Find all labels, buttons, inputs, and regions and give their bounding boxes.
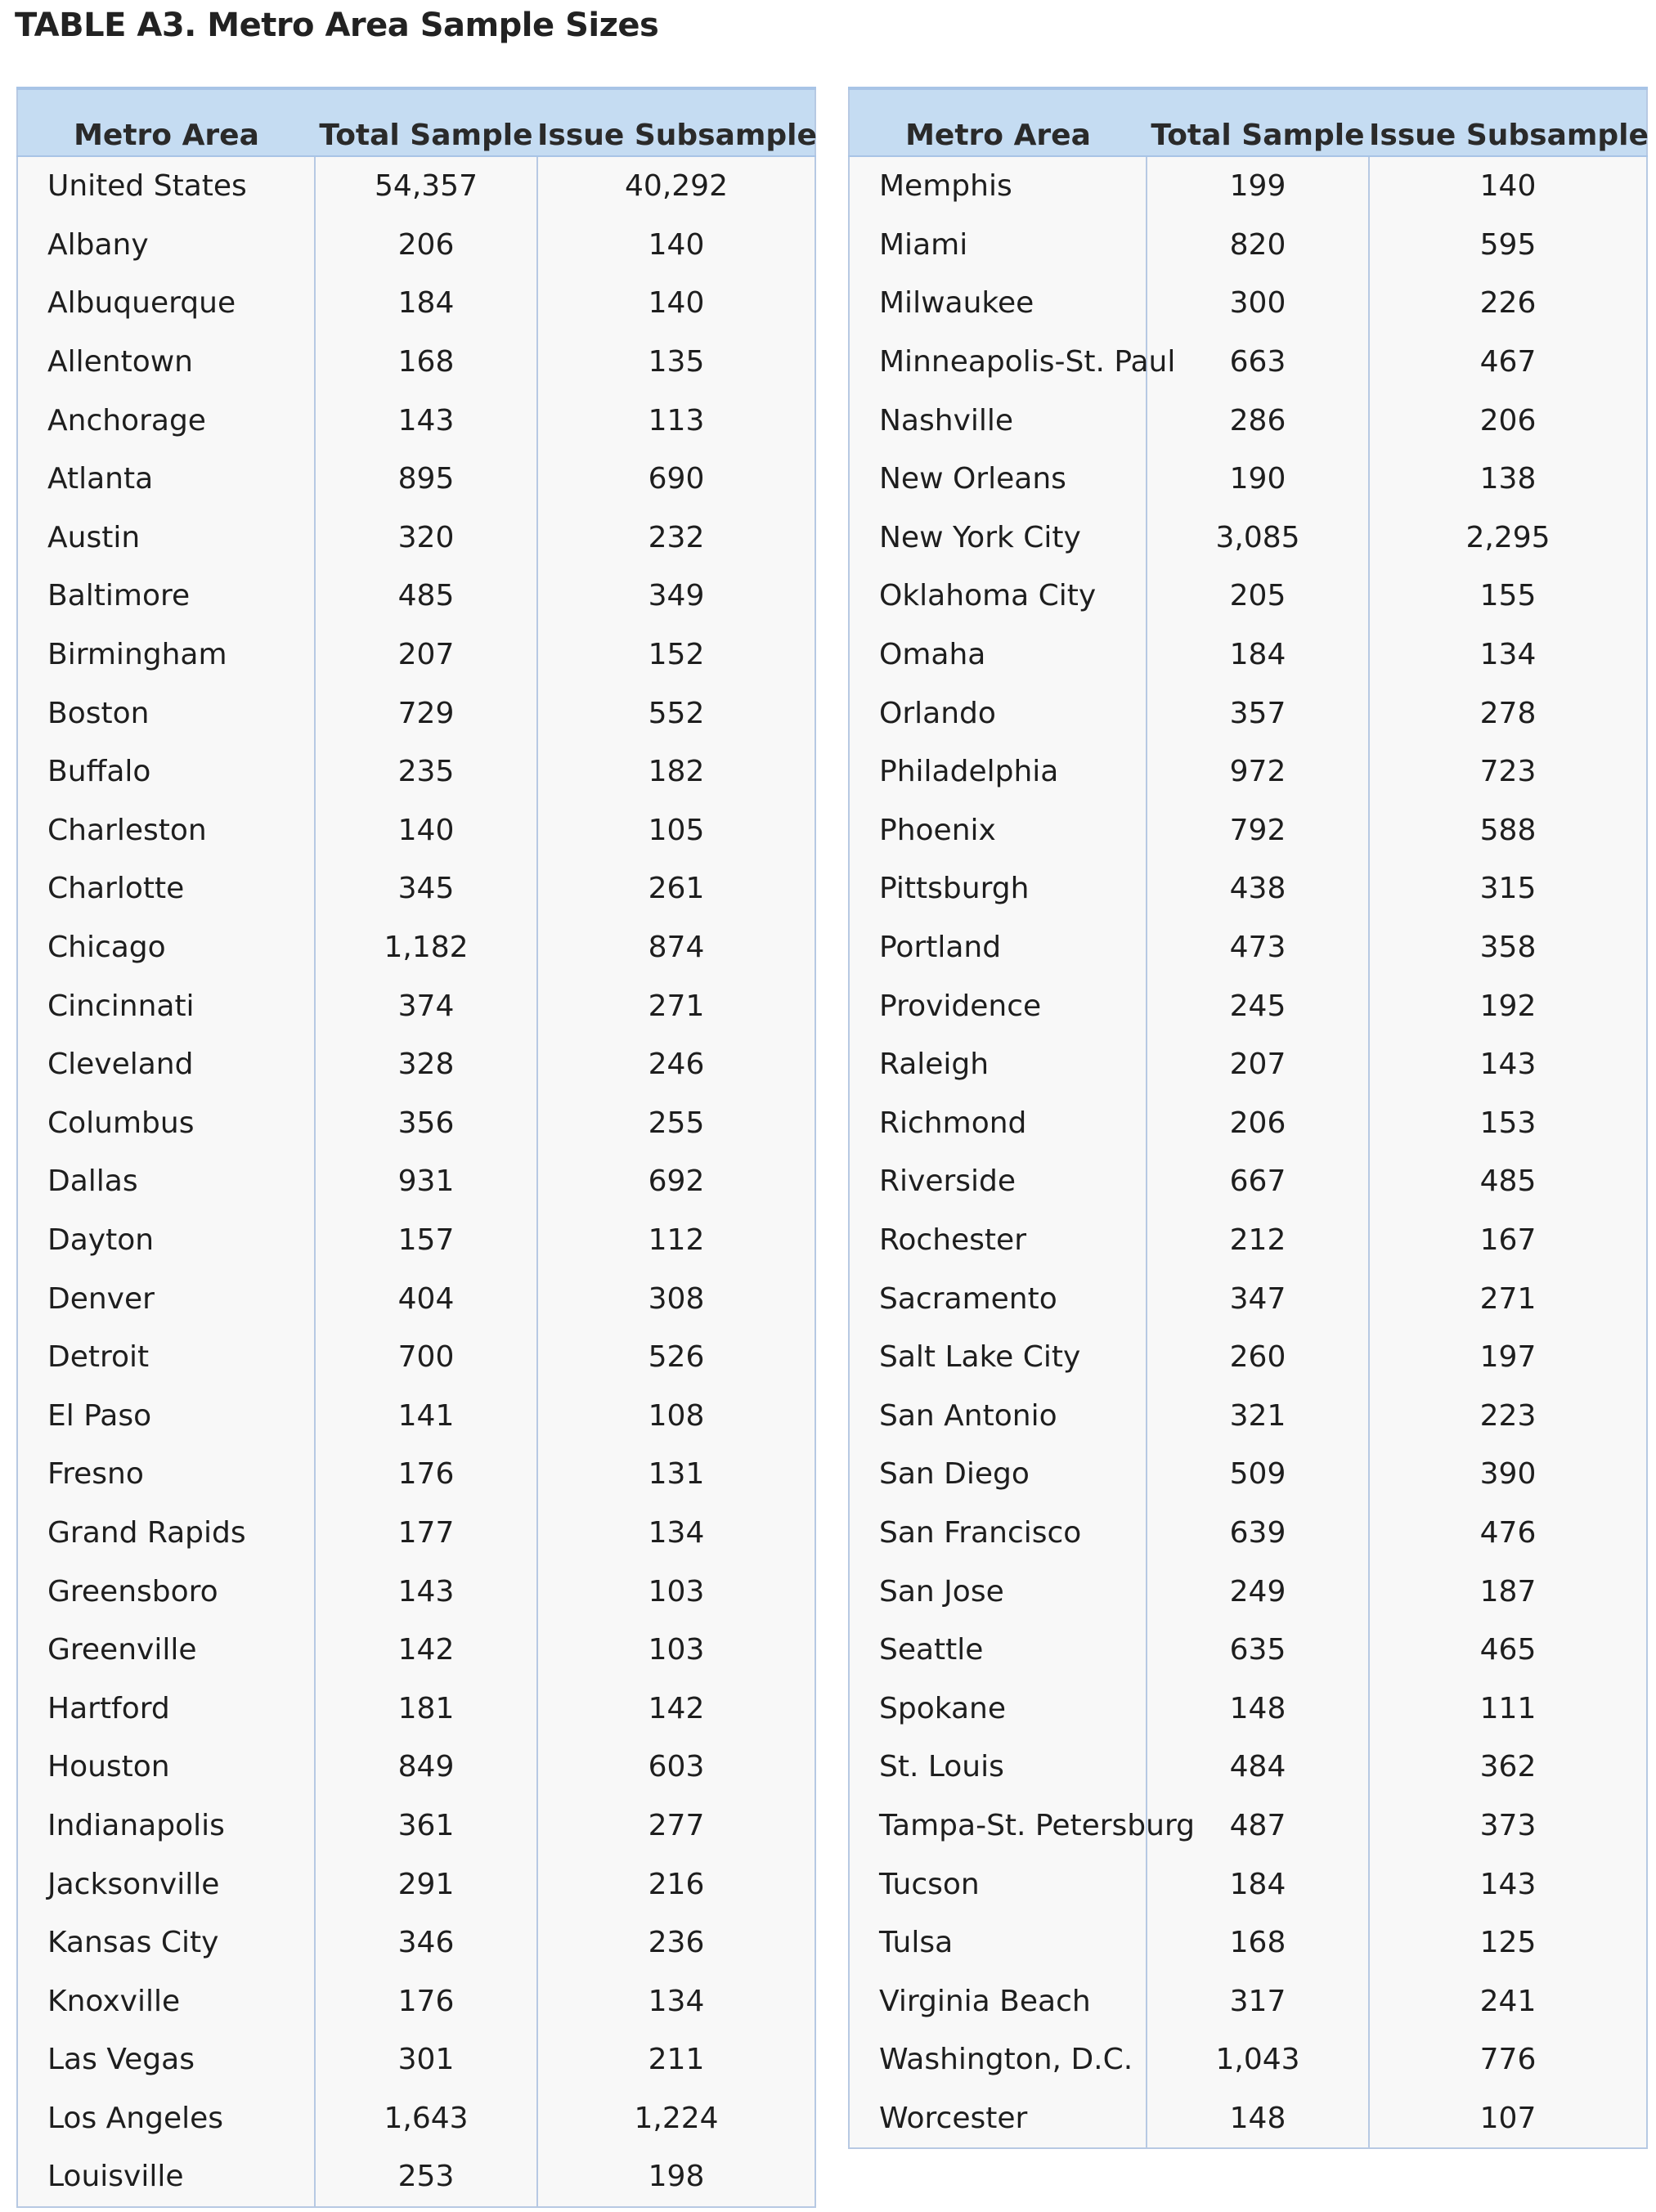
total-sample-cell: 206: [315, 216, 537, 275]
issue-subsample-cell: 278: [1369, 684, 1647, 743]
issue-subsample-cell: 1,224: [537, 2089, 815, 2148]
table-row: [17, 156, 815, 216]
table-row: [849, 1855, 1647, 1914]
issue-subsample-cell: 138: [1369, 450, 1647, 509]
issue-subsample-cell: 226: [1369, 274, 1647, 333]
issue-subsample-cell: 261: [537, 859, 815, 918]
issue-subsample-cell: 140: [537, 216, 815, 275]
table-row: [849, 626, 1647, 684]
metro-area-cell: Los Angeles: [47, 2101, 223, 2135]
total-sample-cell: 253: [315, 2147, 537, 2207]
issue-subsample-cell: 776: [1369, 2030, 1647, 2089]
total-sample-cell: 972: [1147, 743, 1369, 801]
metro-area-cell: United States: [47, 169, 247, 204]
total-sample-cell: 1,643: [315, 2089, 537, 2148]
issue-subsample-cell: 152: [537, 626, 815, 684]
total-sample-cell: 473: [1147, 918, 1369, 977]
issue-subsample-cell: 223: [1369, 1386, 1647, 1445]
table-row: [17, 509, 815, 568]
issue-subsample-cell: 2,295: [1369, 509, 1647, 568]
total-sample-cell: 374: [315, 976, 537, 1035]
table-row: [849, 1269, 1647, 1328]
total-sample-cell: 404: [315, 1269, 537, 1328]
issue-subsample-cell: 125: [1369, 1914, 1647, 1972]
table-row: [849, 976, 1647, 1035]
total-sample-cell: 168: [315, 333, 537, 392]
metro-area-cell: Louisville: [47, 2160, 184, 2194]
table-row: [849, 216, 1647, 275]
table-row: [849, 801, 1647, 860]
metro-area-cell: Baltimore: [47, 579, 191, 613]
table-left-body: [17, 156, 815, 2207]
issue-subsample-cell: 113: [537, 391, 815, 450]
metro-area-cell: Spokane: [879, 1691, 1006, 1725]
metro-area-cell: Sacramento: [879, 1281, 1057, 1316]
issue-subsample-cell: 167: [1369, 1211, 1647, 1270]
issue-subsample-cell: 723: [1369, 743, 1647, 801]
metro-area-cell: Allentown: [47, 345, 193, 379]
total-sample-cell: 438: [1147, 859, 1369, 918]
table-row: [17, 1562, 815, 1621]
table-row: [849, 333, 1647, 392]
table-row: [849, 567, 1647, 626]
issue-subsample-cell: 211: [537, 2030, 815, 2089]
issue-subsample-cell: 476: [1369, 1504, 1647, 1563]
total-sample-cell: 301: [315, 2030, 537, 2089]
total-sample-cell: 260: [1147, 1328, 1369, 1387]
metro-area-cell: Greensboro: [47, 1574, 218, 1609]
metro-area-cell: Charleston: [47, 813, 207, 847]
metro-area-cell: New Orleans: [879, 462, 1066, 496]
header-metro-area: Metro Area: [849, 88, 1147, 156]
metro-area-cell: Worcester: [879, 2101, 1028, 2135]
metro-area-cell: New York City: [879, 520, 1081, 554]
metro-area-cell: Tucson: [879, 1867, 980, 1901]
issue-subsample-cell: 198: [537, 2147, 815, 2207]
metro-area-cell: Columbus: [47, 1106, 195, 1140]
metro-area-cell: Milwaukee: [879, 286, 1034, 321]
total-sample-cell: 245: [1147, 976, 1369, 1035]
issue-subsample-cell: 690: [537, 450, 815, 509]
table-row: [849, 1035, 1647, 1094]
table-row: [17, 216, 815, 275]
total-sample-cell: 357: [1147, 684, 1369, 743]
table-row: [17, 567, 815, 626]
table-row: [849, 684, 1647, 743]
issue-subsample-cell: 142: [537, 1679, 815, 1738]
table-row: [849, 1797, 1647, 1855]
table-row: [849, 274, 1647, 333]
table-row: [17, 976, 815, 1035]
metro-area-cell: Jacksonville: [47, 1867, 220, 1901]
total-sample-cell: 820: [1147, 216, 1369, 275]
table-row: [849, 1972, 1647, 2030]
issue-subsample-cell: 308: [537, 1269, 815, 1328]
metro-area-cell: San Antonio: [879, 1398, 1057, 1433]
table-row: [17, 2147, 815, 2207]
metro-area-cell: Dallas: [47, 1164, 138, 1199]
issue-subsample-cell: 153: [1369, 1094, 1647, 1153]
issue-subsample-cell: 358: [1369, 918, 1647, 977]
table-row: [849, 2089, 1647, 2149]
total-sample-cell: 206: [1147, 1094, 1369, 1153]
table-row: [17, 1035, 815, 1094]
issue-subsample-cell: 349: [537, 567, 815, 626]
table-row: [17, 2089, 815, 2148]
metro-area-cell: Rochester: [879, 1223, 1026, 1257]
metro-area-cell: Birmingham: [47, 638, 227, 672]
total-sample-cell: 792: [1147, 801, 1369, 860]
total-sample-cell: 207: [1147, 1035, 1369, 1094]
total-sample-cell: 667: [1147, 1152, 1369, 1211]
metro-area-cell: Chicago: [47, 931, 166, 965]
total-sample-cell: 54,357: [315, 156, 537, 216]
issue-subsample-cell: 107: [1369, 2089, 1647, 2149]
issue-subsample-cell: 140: [537, 274, 815, 333]
total-sample-cell: 141: [315, 1386, 537, 1445]
total-sample-cell: 235: [315, 743, 537, 801]
table-row: [17, 2030, 815, 2089]
metro-area-cell: Cleveland: [47, 1048, 194, 1082]
total-sample-cell: 168: [1147, 1914, 1369, 1972]
table-row: [849, 156, 1647, 216]
table-row: [17, 1328, 815, 1387]
table-row: [17, 684, 815, 743]
issue-subsample-cell: 277: [537, 1797, 815, 1855]
total-sample-cell: 143: [315, 391, 537, 450]
metro-area-cell: Richmond: [879, 1106, 1027, 1140]
metro-area-cell: Austin: [47, 520, 141, 554]
issue-subsample-cell: 692: [537, 1152, 815, 1211]
issue-subsample-cell: 103: [537, 1562, 815, 1621]
table-row: [849, 1914, 1647, 1972]
table-title: TABLE A3. Metro Area Sample Sizes: [15, 7, 659, 44]
metro-area-cell: Dayton: [47, 1223, 155, 1257]
issue-subsample-cell: 241: [1369, 1972, 1647, 2030]
metro-area-cell: Miami: [879, 227, 968, 262]
total-sample-cell: 181: [315, 1679, 537, 1738]
issue-subsample-cell: 232: [537, 509, 815, 568]
total-sample-cell: 212: [1147, 1211, 1369, 1270]
issue-subsample-cell: 271: [537, 976, 815, 1035]
metro-area-cell: San Francisco: [879, 1515, 1082, 1550]
issue-subsample-cell: 182: [537, 743, 815, 801]
issue-subsample-cell: 192: [1369, 976, 1647, 1035]
table-right: [848, 87, 1648, 2149]
issue-subsample-cell: 135: [537, 333, 815, 392]
metro-area-cell: Tulsa: [879, 1926, 954, 1960]
table-row: [849, 1152, 1647, 1211]
issue-subsample-cell: 216: [537, 1855, 815, 1914]
issue-subsample-cell: 588: [1369, 801, 1647, 860]
total-sample-cell: 300: [1147, 274, 1369, 333]
issue-subsample-cell: 197: [1369, 1328, 1647, 1387]
total-sample-cell: 361: [315, 1797, 537, 1855]
total-sample-cell: 635: [1147, 1621, 1369, 1680]
total-sample-cell: 346: [315, 1914, 537, 1972]
total-sample-cell: 317: [1147, 1972, 1369, 2030]
total-sample-cell: 286: [1147, 391, 1369, 450]
table-row: [849, 1386, 1647, 1445]
issue-subsample-cell: 111: [1369, 1679, 1647, 1738]
total-sample-cell: 345: [315, 859, 537, 918]
issue-subsample-cell: 552: [537, 684, 815, 743]
issue-subsample-cell: 603: [537, 1738, 815, 1797]
metro-area-cell: Albany: [47, 227, 149, 262]
issue-subsample-cell: 131: [537, 1445, 815, 1504]
metro-area-cell: Greenville: [47, 1633, 197, 1667]
issue-subsample-cell: 271: [1369, 1269, 1647, 1328]
table-row: [17, 1445, 815, 1504]
header-issue-subsample: Issue Subsample: [537, 88, 815, 156]
issue-subsample-cell: 105: [537, 801, 815, 860]
table-row: [849, 450, 1647, 509]
issue-subsample-cell: 362: [1369, 1738, 1647, 1797]
total-sample-cell: 484: [1147, 1738, 1369, 1797]
total-sample-cell: 849: [315, 1738, 537, 1797]
total-sample-cell: 3,085: [1147, 509, 1369, 568]
issue-subsample-cell: 465: [1369, 1621, 1647, 1680]
table-row: [17, 1094, 815, 1153]
header-row: [849, 88, 1647, 156]
total-sample-cell: 320: [315, 509, 537, 568]
total-sample-cell: 199: [1147, 156, 1369, 216]
issue-subsample-cell: 874: [537, 918, 815, 977]
metro-area-cell: Tampa-St. Petersburg: [879, 1808, 1195, 1842]
issue-subsample-cell: 373: [1369, 1797, 1647, 1855]
metro-area-cell: Riverside: [879, 1164, 1016, 1199]
total-sample-cell: 321: [1147, 1386, 1369, 1445]
total-sample-cell: 895: [315, 450, 537, 509]
issue-subsample-cell: 485: [1369, 1152, 1647, 1211]
table-row: [849, 1738, 1647, 1797]
header-total-sample: Total Sample: [1147, 88, 1369, 156]
table-row: [17, 391, 815, 450]
table-right-body: [849, 156, 1647, 2148]
issue-subsample-cell: 187: [1369, 1562, 1647, 1621]
metro-area-cell: San Jose: [879, 1574, 1004, 1609]
table-row: [849, 1094, 1647, 1153]
total-sample-cell: 207: [315, 626, 537, 684]
table-row: [17, 1211, 815, 1270]
metro-area-cell: El Paso: [47, 1398, 152, 1433]
metro-area-cell: Salt Lake City: [879, 1340, 1081, 1375]
header-total-sample: Total Sample: [315, 88, 537, 156]
metro-area-cell: Denver: [47, 1281, 155, 1316]
table-left: [16, 87, 816, 2208]
issue-subsample-cell: 315: [1369, 859, 1647, 918]
total-sample-cell: 184: [1147, 626, 1369, 684]
metro-area-cell: Oklahoma City: [879, 579, 1097, 613]
total-sample-cell: 184: [1147, 1855, 1369, 1914]
issue-subsample-cell: 526: [537, 1328, 815, 1387]
issue-subsample-cell: 143: [1369, 1035, 1647, 1094]
issue-subsample-cell: 134: [537, 1504, 815, 1563]
table-row: [17, 1269, 815, 1328]
metro-area-cell: Boston: [47, 696, 150, 730]
table-row: [17, 1504, 815, 1563]
metro-area-cell: Pittsburgh: [879, 872, 1030, 906]
header-metro-area: Metro Area: [17, 88, 315, 156]
table-row: [17, 1914, 815, 1972]
metro-area-cell: Washington, D.C.: [879, 2043, 1133, 2077]
total-sample-cell: 356: [315, 1094, 537, 1153]
metro-area-cell: Kansas City: [47, 1926, 219, 1960]
total-sample-cell: 485: [315, 567, 537, 626]
total-sample-cell: 205: [1147, 567, 1369, 626]
metro-area-cell: Orlando: [879, 696, 996, 730]
header-issue-subsample: Issue Subsample: [1369, 88, 1647, 156]
metro-area-cell: Buffalo: [47, 755, 151, 789]
total-sample-cell: 328: [315, 1035, 537, 1094]
metro-area-cell: Albuquerque: [47, 286, 236, 321]
metro-area-cell: Indianapolis: [47, 1808, 225, 1842]
table-row: [17, 1679, 815, 1738]
issue-subsample-cell: 134: [537, 1972, 815, 2030]
table-row: [849, 859, 1647, 918]
table-row: [849, 1328, 1647, 1387]
metro-area-cell: Hartford: [47, 1691, 170, 1725]
metro-area-cell: Detroit: [47, 1340, 150, 1375]
metro-area-cell: Anchorage: [47, 403, 206, 437]
metro-area-cell: Nashville: [879, 403, 1014, 437]
metro-area-cell: Houston: [47, 1750, 170, 1784]
metro-area-cell: Grand Rapids: [47, 1515, 246, 1550]
metro-area-cell: Omaha: [879, 638, 986, 672]
total-sample-cell: 509: [1147, 1445, 1369, 1504]
metro-area-cell: Knoxville: [47, 1984, 181, 2018]
total-sample-cell: 140: [315, 801, 537, 860]
total-sample-cell: 249: [1147, 1562, 1369, 1621]
issue-subsample-cell: 103: [537, 1621, 815, 1680]
issue-subsample-cell: 236: [537, 1914, 815, 1972]
issue-subsample-cell: 143: [1369, 1855, 1647, 1914]
table-row: [17, 859, 815, 918]
table-row: [17, 1386, 815, 1445]
total-sample-cell: 176: [315, 1445, 537, 1504]
metro-area-cell: Memphis: [879, 169, 1012, 204]
table-row: [849, 509, 1647, 568]
total-sample-cell: 931: [315, 1152, 537, 1211]
total-sample-cell: 157: [315, 1211, 537, 1270]
metro-area-cell: Las Vegas: [47, 2043, 195, 2077]
table-row: [849, 1562, 1647, 1621]
table-row: [849, 1679, 1647, 1738]
table-row: [17, 1738, 815, 1797]
metro-area-cell: Raleigh: [879, 1048, 990, 1082]
total-sample-cell: 143: [315, 1562, 537, 1621]
table-row: [17, 1972, 815, 2030]
total-sample-cell: 148: [1147, 1679, 1369, 1738]
metro-area-cell: Seattle: [879, 1633, 984, 1667]
total-sample-cell: 184: [315, 274, 537, 333]
table-row: [17, 918, 815, 977]
issue-subsample-cell: 40,292: [537, 156, 815, 216]
table-row: [17, 333, 815, 392]
metro-area-cell: St. Louis: [879, 1750, 1004, 1784]
metro-area-cell: Virginia Beach: [879, 1984, 1091, 2018]
issue-subsample-cell: 390: [1369, 1445, 1647, 1504]
metro-area-cell: Minneapolis-St. Paul: [879, 345, 1176, 379]
table-row: [849, 1504, 1647, 1563]
metro-area-cell: Philadelphia: [879, 755, 1059, 789]
table-row: [17, 626, 815, 684]
total-sample-cell: 291: [315, 1855, 537, 1914]
table-row: [849, 743, 1647, 801]
total-sample-cell: 663: [1147, 333, 1369, 392]
metro-area-cell: San Diego: [879, 1457, 1030, 1492]
table-row: [849, 1621, 1647, 1680]
table-row: [849, 1445, 1647, 1504]
issue-subsample-cell: 206: [1369, 391, 1647, 450]
table-row: [17, 801, 815, 860]
issue-subsample-cell: 255: [537, 1094, 815, 1153]
table-row: [849, 918, 1647, 977]
metro-area-cell: Providence: [879, 989, 1042, 1023]
total-sample-cell: 176: [315, 1972, 537, 2030]
metro-area-cell: Charlotte: [47, 872, 185, 906]
metro-area-cell: Cincinnati: [47, 989, 195, 1023]
total-sample-cell: 347: [1147, 1269, 1369, 1328]
issue-subsample-cell: 246: [537, 1035, 815, 1094]
table-row: [17, 743, 815, 801]
table-row: [17, 274, 815, 333]
metro-area-cell: Phoenix: [879, 813, 996, 847]
table-row: [849, 391, 1647, 450]
issue-subsample-cell: 108: [537, 1386, 815, 1445]
issue-subsample-cell: 134: [1369, 626, 1647, 684]
header-row: [17, 88, 815, 156]
total-sample-cell: 190: [1147, 450, 1369, 509]
issue-subsample-cell: 140: [1369, 156, 1647, 216]
table-row: [17, 1797, 815, 1855]
total-sample-cell: 142: [315, 1621, 537, 1680]
table-row: [17, 450, 815, 509]
total-sample-cell: 729: [315, 684, 537, 743]
total-sample-cell: 1,043: [1147, 2030, 1369, 2089]
total-sample-cell: 700: [315, 1328, 537, 1387]
total-sample-cell: 1,182: [315, 918, 537, 977]
total-sample-cell: 177: [315, 1504, 537, 1563]
metro-area-cell: Atlanta: [47, 462, 154, 496]
table-row: [17, 1855, 815, 1914]
issue-subsample-cell: 467: [1369, 333, 1647, 392]
issue-subsample-cell: 595: [1369, 216, 1647, 275]
table-row: [17, 1152, 815, 1211]
issue-subsample-cell: 112: [537, 1211, 815, 1270]
table-row: [849, 1211, 1647, 1270]
total-sample-cell: 639: [1147, 1504, 1369, 1563]
issue-subsample-cell: 155: [1369, 567, 1647, 626]
total-sample-cell: 487: [1147, 1797, 1369, 1855]
metro-area-cell: Fresno: [47, 1457, 144, 1492]
table-row: [17, 1621, 815, 1680]
table-row: [849, 2030, 1647, 2089]
metro-area-cell: Portland: [879, 931, 1002, 965]
total-sample-cell: 148: [1147, 2089, 1369, 2149]
